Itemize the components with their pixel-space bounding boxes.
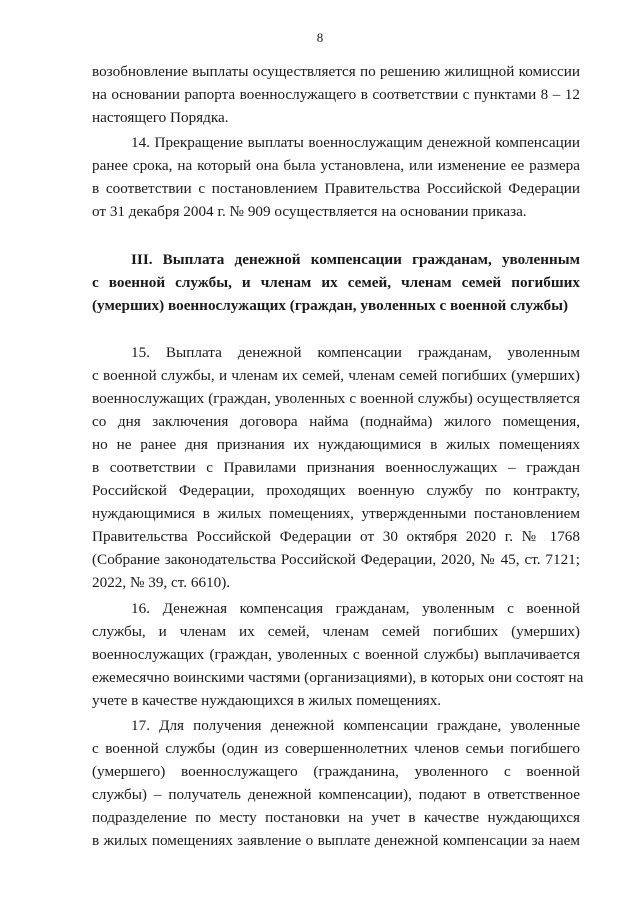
- text-line: со дня заключения договора найма (поднайма) жилого помещения,: [92, 413, 580, 430]
- paragraph-17-first-line: 17. Для получения денежной компенсации граждане, уволенные: [131, 717, 580, 734]
- text-line: с военной службы, и членам их семей, членам семей погибших (умерших): [92, 367, 580, 384]
- text-line: ежемесячно воинскими частями (организациями), в которых они состоят на: [92, 669, 584, 686]
- text-line: с военной службы (один из совершеннолетних членов семьи погибшего: [92, 740, 580, 757]
- text-line: (умершего) военнослужащего (гражданина, уволенного с военной: [92, 763, 580, 780]
- text-line: на основании рапорта военнослужащего в соответствии с пунктами 8 – 12: [92, 86, 580, 103]
- text-line: военнослужащих (граждан, уволенных с военной службы) выплачивается: [92, 646, 580, 663]
- text-line: ранее срока, на который она была установлена, или изменение ее размера: [92, 157, 580, 174]
- paragraph-16-first-line: 16. Денежная компенсация гражданам, уволенным с военной: [131, 600, 580, 617]
- text-line: 2022, № 39, ст. 6610).: [92, 574, 231, 591]
- page-number: 8: [316, 30, 324, 45]
- section-heading-line: III. Выплата денежной компенсации гражданам, уволенным: [131, 251, 580, 268]
- text-line: в соответствии с Правилами признания военнослужащих – граждан: [92, 459, 580, 476]
- text-line: Российской Федерации, проходящих военную службу по контракту,: [92, 482, 580, 499]
- text-line: военнослужащих (граждан, уволенных с военной службы) осуществляется: [92, 390, 580, 407]
- text-line: от 31 декабря 2004 г. № 909 осуществляется на основании приказа.: [92, 203, 527, 220]
- section-heading-line: (умерших) военнослужащих (граждан, уволенных с военной службы): [92, 297, 569, 314]
- text-line: подразделение по месту постановки на учет в качестве нуждающихся: [92, 809, 580, 826]
- text-line: в соответствии с постановлением Правительства Российской Федерации: [92, 180, 580, 197]
- text-line: службы) – получатель денежной компенсации), подают в ответственное: [92, 786, 580, 803]
- text-line: но не ранее дня признания их нуждающимися в жилых помещениях: [92, 436, 580, 453]
- text-line: в жилых помещениях заявление о выплате денежной компенсации за наем: [92, 832, 580, 849]
- text-line: учете в качестве нуждающихся в жилых помещениях.: [92, 692, 442, 709]
- paragraph-14-first-line: 14. Прекращение выплаты военнослужащим денежной компенсации: [131, 134, 580, 151]
- text-line: Правительства Российской Федерации от 30 октября 2020 г. № 1768: [92, 528, 580, 545]
- text-line: настоящего Порядка.: [92, 109, 229, 126]
- text-line: (Собрание законодательства Российской Федерации, 2020, № 45, ст. 7121;: [92, 551, 580, 568]
- text-line: нуждающимися в жилых помещениях, утвержденными постановлением: [92, 505, 580, 522]
- text-line: службы, и членам их семей, членам семей погибших (умерших): [92, 623, 580, 640]
- section-heading-line: с военной службы, и членам их семей, членам семей погибших: [92, 274, 580, 291]
- text-line: возобновление выплаты осуществляется по решению жилищной комиссии: [92, 63, 580, 80]
- paragraph-15-first-line: 15. Выплата денежной компенсации гражданам, уволенным: [131, 344, 580, 361]
